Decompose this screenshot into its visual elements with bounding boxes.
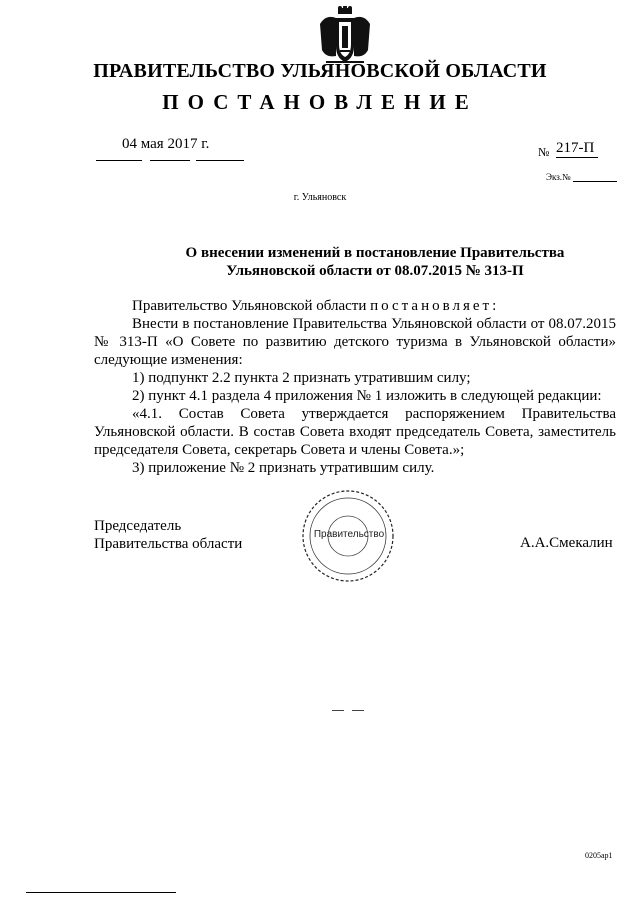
footer-code: 0205ap1 bbox=[585, 851, 613, 860]
position-line-1: Председатель bbox=[94, 518, 182, 534]
coat-of-arms-icon bbox=[316, 6, 374, 66]
body-paragraph: «4.1. Состав Совета утверждается распоряжением Правительства Ульяновской области. В состав Совета входят председатель Совета, заместитель председателя Совета, секретарь Совета и члены Совета.»; bbox=[94, 406, 616, 458]
body-paragraph: 1) подпункт 2.2 пункта 2 признать утратившим силу; bbox=[132, 370, 471, 386]
seal-text: Правительство bbox=[313, 529, 385, 540]
body-paragraph: 3) приложение № 2 признать утратившим силу. bbox=[132, 460, 435, 476]
document-number: 217-П bbox=[556, 140, 598, 158]
body-paragraph: Внести в постановление Правительства Ульяновской области от 08.07.2015 № 313-П «О Совете по развитию детского туризма в Ульяновской области» следующие изменения: bbox=[94, 316, 616, 368]
body-paragraph: 2) пункт 4.1 раздела 4 приложения № 1 изложить в следующей редакции: bbox=[132, 388, 602, 404]
body-paragraph bbox=[94, 297, 616, 315]
signatory-name: А.А.Смекалин bbox=[520, 535, 613, 551]
divider bbox=[150, 160, 190, 161]
copy-label: Экз.№ bbox=[546, 172, 571, 182]
position-line-2: Правительства области bbox=[94, 536, 243, 552]
city: г. Ульяновск bbox=[293, 192, 347, 203]
divider bbox=[352, 710, 364, 711]
title-line-1: О внесении изменений в постановление Правительства bbox=[185, 245, 565, 261]
signatory-position bbox=[94, 517, 242, 553]
copy-number bbox=[546, 172, 617, 182]
government-name: ПРАВИТЕЛЬСТВО УЛЬЯНОВСКОЙ ОБЛАСТИ bbox=[93, 60, 547, 82]
document-body bbox=[94, 297, 616, 477]
divider bbox=[332, 710, 344, 711]
title-line-2: Ульяновской области от 08.07.2015 № 313-П bbox=[226, 263, 524, 279]
document-date: 04 мая 2017 г. bbox=[122, 136, 210, 152]
divider bbox=[96, 160, 142, 161]
copy-line bbox=[573, 181, 617, 182]
number-label: № bbox=[538, 145, 550, 159]
decree-subject: Правительство Ульяновской области bbox=[132, 298, 367, 314]
document-type: ПОСТАНОВЛЕНИЕ bbox=[162, 90, 478, 114]
document-title bbox=[170, 244, 580, 280]
divider bbox=[196, 160, 244, 161]
divider bbox=[26, 892, 176, 893]
decree-verb: постановляет: bbox=[370, 298, 500, 314]
